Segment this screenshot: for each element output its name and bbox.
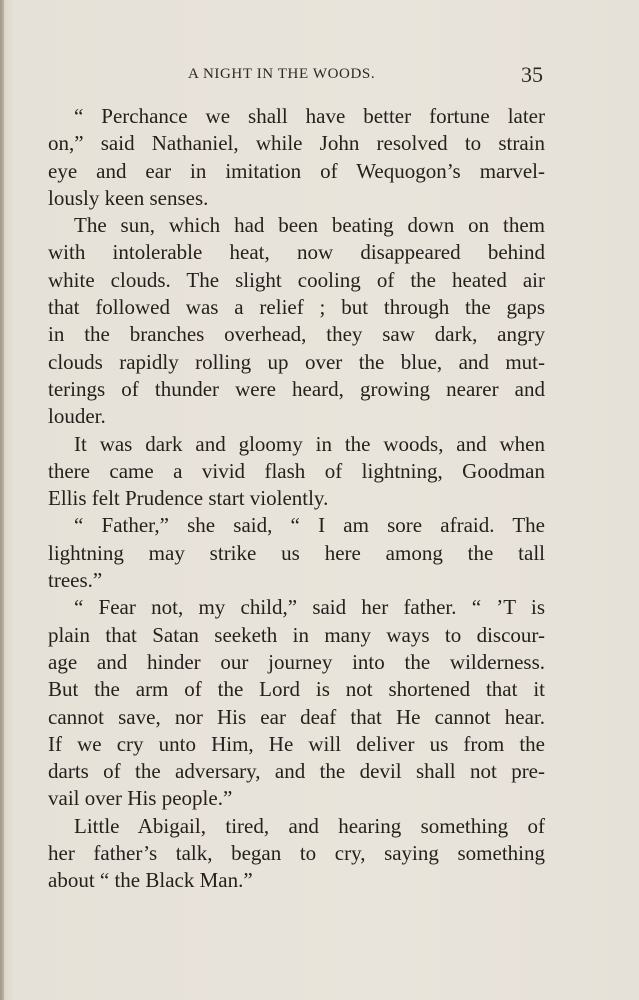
body-text	[48, 103, 545, 895]
text-line: terings of thunder were heard, growing nearer and	[48, 376, 545, 401]
text-line: “ Father,” she said, “ I am sore afraid. The	[74, 513, 545, 538]
text-line: in the branches overhead, they saw dark, angry	[48, 322, 545, 347]
text-line: cannot save, nor His ear deaf that He cannot hear.	[48, 704, 545, 729]
paragraph	[48, 212, 545, 430]
text-line: The sun, which had been beating down on them	[74, 213, 545, 238]
running-title: A NIGHT IN THE WOODS.	[188, 66, 376, 82]
page-header	[48, 64, 545, 90]
text-line: her father’s talk, began to cry, saying something	[48, 841, 545, 866]
text-line: Little Abigail, tired, and hearing something of	[74, 813, 545, 838]
paragraph	[48, 512, 545, 594]
text-line: about “ the Black Man.”	[48, 868, 253, 893]
text-line: age and hinder our journey into the wilderness.	[48, 649, 545, 674]
paragraph	[48, 594, 545, 812]
text-line: with intolerable heat, now disappeared behind	[48, 240, 545, 265]
text-line: white clouds. The slight cooling of the heated air	[48, 267, 545, 292]
paragraph	[48, 103, 545, 212]
text-line: If we cry unto Him, He will deliver us from the	[48, 731, 545, 756]
text-line: But the arm of the Lord is not shortened that it	[48, 677, 545, 702]
paragraph	[48, 813, 545, 895]
text-line: eye and ear in imitation of Wequogon’s marvel-	[48, 158, 545, 183]
text-line: “ Fear not, my child,” said her father. “ ’T is	[74, 595, 545, 620]
text-line: vail over His people.”	[48, 786, 233, 811]
text-line: “ Perchance we shall have better fortune later	[74, 104, 545, 128]
text-line: It was dark and gloomy in the woods, and when	[74, 431, 545, 456]
text-line: darts of the adversary, and the devil shall not pre-	[48, 759, 545, 784]
text-line: lously keen senses.	[48, 185, 209, 210]
text-line: trees.”	[48, 568, 103, 593]
paragraph	[48, 431, 545, 513]
text-line: that followed was a relief ; but through the gaps	[48, 295, 545, 320]
text-line: there came a vivid flash of lightning, Goodman	[48, 458, 545, 483]
text-line: clouds rapidly rolling up over the blue, and mut-	[48, 349, 545, 374]
text-line: louder.	[48, 404, 106, 429]
text-line: lightning may strike us here among the tall	[48, 540, 545, 565]
text-line: on,” said Nathaniel, while John resolved to strain	[48, 131, 545, 156]
text-line: plain that Satan seeketh in many ways to discour-	[48, 622, 545, 647]
text-line: Ellis felt Prudence start violently.	[48, 486, 329, 511]
page-spine-edge	[0, 0, 4, 1000]
page-number: 35	[521, 62, 543, 87]
